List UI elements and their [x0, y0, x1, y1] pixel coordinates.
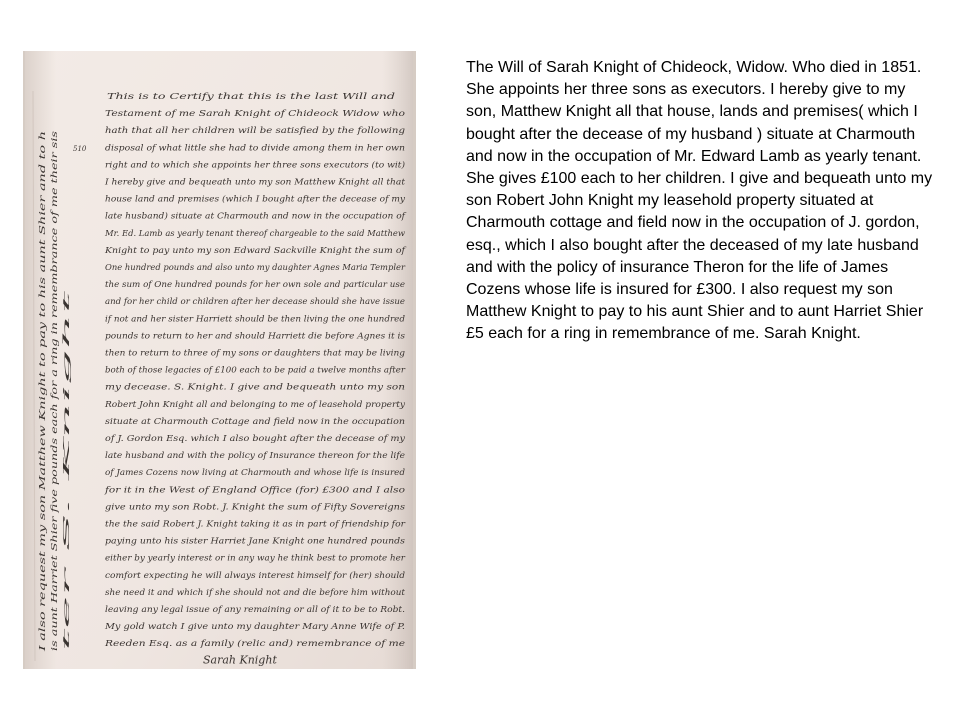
handwriting-line: My gold watch I give unto my daughter Mary Anne Wife of P.	[103, 621, 406, 632]
handwriting-line: give unto my son Robt. J. Knight the sum of Fifty Sovereigns	[105, 501, 406, 512]
handwriting-line: and for her child or children after her decease should she have issue	[105, 296, 406, 307]
handwriting-line: my decease. S. Knight. I give and bequeath unto my son	[105, 381, 405, 392]
handwriting-line: Mr. Ed. Lamb as yearly tenant thereof chargeable to the said Matthew	[103, 227, 406, 238]
handwriting-line: Knight to pay unto my son Edward Sackville Knight the sum of	[103, 244, 408, 255]
handwriting-line: pounds to return to her and should Harriett die before Agnes it is	[105, 330, 406, 341]
handwriting-line: both of those legacies of £100 each to be paid a twelve months after	[105, 364, 407, 375]
handwriting-line: Reeden Esq. as a family (relic and) remembrance of me	[103, 638, 406, 649]
handwriting-line: This is to Certify that this is the last Will and	[107, 91, 396, 101]
handwriting-line: comfort expecting he will always interest himself for (her) should	[105, 569, 406, 580]
handwriting-line: then to return to three of my sons or daughters that may be living	[105, 347, 405, 358]
signature-text: Sarah Knight	[203, 653, 277, 667]
handwriting-line: the the said Robert J. Knight taking it as in part of friendship for	[105, 518, 407, 529]
margin-note-line: ter S. Knight	[62, 599, 71, 651]
handwriting-line: Robert John Knight all and belonging to me of leasehold property	[103, 398, 406, 409]
margin-note-line: is aunt Harriet Shier five pounds each for a ring in remembrance of me their sis	[50, 325, 59, 651]
handwriting-line: paying unto his sister Harriet Jane Knight one hundred pounds	[105, 535, 406, 546]
handwriting-line: the sum of One hundred pounds for her own sole and particular use	[105, 279, 406, 290]
handwriting-line: right and to which she appoints her three sons executors (to wit)	[105, 159, 405, 170]
handwriting-line: Testament of me Sarah Knight of Chideock Widow who	[105, 108, 405, 119]
handwriting-line: situate at Charmouth Cottage and field now in the occupation	[105, 415, 405, 426]
handwriting-line: disposal of what little she had to divide among them in her own	[105, 142, 405, 153]
will-transcript-text: The Will of Sarah Knight of Chideock, Widow. Who died in 1851. She appoints her three sons as executors. I hereby give to my son, Matthew Knight all that house, lands and premises( which I bought after the decease of my husband ) situate at Charmouth and now in the occupation of Mr. Edward Lamb as yearly tenant. She gives £100 each to her children. I give and bequeath unto my son Robert John Knight my leasehold property situated at Charmouth cottage and field now in the occupation of J. gordon, esq., which I also bought after the deceased of my late husband and with the policy of insurance Theron for the life of James Cozens whose life is insured for £300. I also request my son Matthew Knight to pay to his aunt Shier and to aunt Harriet Shier £5 each for a ring in remembrance of me. Sarah Knight.	[466, 59, 933, 343]
handwriting-line: late husband) situate at Charmouth and now in the occupation of	[105, 210, 408, 221]
handwriting-line: either by yearly interest or in any way he think best to promote her	[105, 552, 407, 563]
handwriting-line: of James Cozens now living at Charmouth and whose life is insured	[105, 467, 406, 478]
handwriting-line: I hereby give and bequeath unto my son Matthew Knight all that	[103, 176, 406, 187]
handwriting-line: hath that all her children will be satisfied by the following	[105, 125, 405, 136]
page-number: 510	[73, 145, 87, 153]
will-document-photo	[23, 51, 416, 669]
handwriting-line: leaving any legal issue of any remaining or all of it to be to Robt.	[105, 604, 405, 614]
handwriting-line: for it in the West of England Office (for) £300 and I also	[103, 484, 405, 495]
handwriting-line: she need it and which if she should not and die before him without	[105, 586, 406, 597]
handwriting-line: One hundred pounds and also unto my daughter Agnes Maria Templer	[105, 262, 406, 272]
handwriting-line: of J. Gordon Esq. which I also bought after the decease of my	[105, 433, 406, 443]
margin-note-line: I also request my son Matthew Knight to pay to his aunt Shier and to h	[38, 362, 47, 651]
handwriting-line: house land and premises (which I bought after the decease of my	[105, 193, 406, 204]
handwritten-will-image	[23, 51, 416, 669]
handwriting-line: late husband and with the policy of Insurance thereon for the life	[105, 450, 406, 461]
handwriting-line: if not and her sister Harriett should be then living the one hundred	[105, 313, 406, 324]
